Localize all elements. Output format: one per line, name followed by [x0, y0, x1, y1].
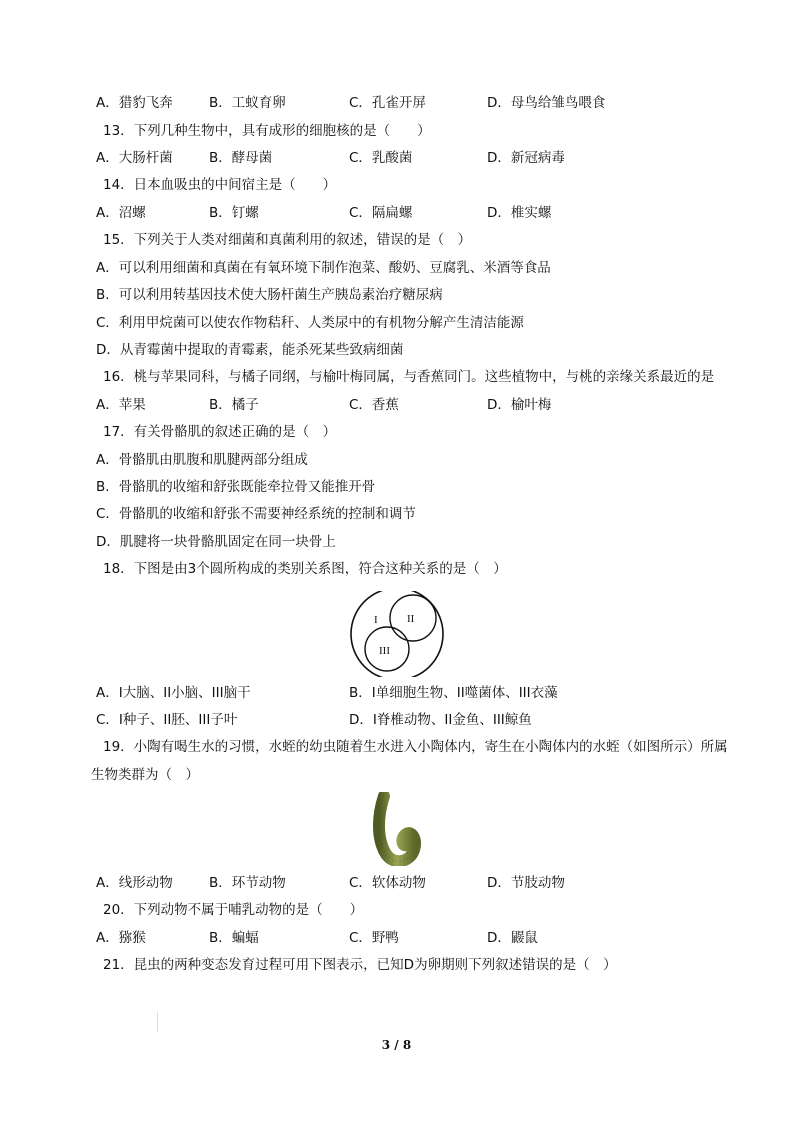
- q16-stem: 16．桃与苹果同科，与橘子同纲，与榆叶梅同属，与香蕉同门。这些植物中，与桃的亲缘关系最近的是: [103, 369, 715, 385]
- q13-option-b: B．酵母菌: [209, 150, 273, 166]
- q17-option-c: C．骨骼肌的收缩和舒张不需要神经系统的控制和调节: [96, 506, 416, 522]
- q16-option-c: C．香蕉: [349, 397, 399, 413]
- q15-option-a: A．可以利用细菌和真菌在有氧环境下制作泡菜、酸奶、豆腐乳、米酒等食品: [96, 260, 551, 276]
- q18-option-c: C．I种子、II胚、III子叶: [96, 712, 238, 728]
- q19-option-b: B．环节动物: [209, 875, 286, 891]
- label-iii: III: [379, 645, 390, 657]
- q15-option-d: D．从青霉菌中提取的青霉素，能杀死某些致病细菌: [96, 342, 404, 358]
- q20-option-d: D．鼹鼠: [487, 930, 538, 946]
- q19-stem-line1: 19．小陶有喝生水的习惯，水蛭的幼虫随着生水进入小陶体内，寄生在小陶体内的水蛭（如图所示）所属: [103, 739, 728, 755]
- q20-option-b: B．蝙蝠: [209, 930, 259, 946]
- q19-option-d: D．节肢动物: [487, 875, 565, 891]
- q18-option-a: A．I大脑、II小脑、III脑干: [96, 685, 251, 701]
- q17-option-b: B．骨骼肌的收缩和舒张既能牵拉骨又能推开骨: [96, 479, 376, 495]
- q21-stem: 21．昆虫的两种变态发育过程可用下图表示，已知D为卵期则下列叙述错误的是（ ）: [103, 957, 617, 973]
- q19-option-c: C．软体动物: [349, 875, 426, 891]
- q18-option-b: B．I单细胞生物、II噬菌体、III衣藻: [349, 685, 558, 701]
- q14-option-d: D．椎实螺: [487, 205, 552, 221]
- q17-option-a: A．骨骼肌由肌腹和肌腱两部分组成: [96, 452, 308, 468]
- q16-option-b: B．橘子: [209, 397, 259, 413]
- q14-option-c: C．隔扁螺: [349, 205, 413, 221]
- q18-stem: 18．下图是由3个圆所构成的类别关系图，符合这种关系的是（ ）: [103, 561, 507, 577]
- q19-stem-line2: 生物类群为（ ）: [91, 767, 199, 783]
- label-ii: II: [407, 613, 415, 625]
- q16-option-d: D．榆叶梅: [487, 397, 552, 413]
- q15-option-c: C．利用甲烷菌可以使农作物秸秆、人类尿中的有机物分解产生清洁能源: [96, 315, 524, 331]
- q17-stem: 17．有关骨骼肌的叙述正确的是（ ）: [103, 424, 337, 440]
- q16-option-a: A．苹果: [96, 397, 146, 413]
- q20-option-c: C．野鸭: [349, 930, 399, 946]
- q13-option-c: C．乳酸菌: [349, 150, 413, 166]
- q13-option-d: D．新冠病毒: [487, 150, 565, 166]
- leech-figure: [370, 792, 428, 866]
- q15-stem: 15．下列关于人类对细菌和真菌利用的叙述，错误的是（ ）: [103, 232, 472, 248]
- q20-option-a: A．猕猴: [96, 930, 146, 946]
- q17-option-d: D．肌腱将一块骨骼肌固定在同一块骨上: [96, 534, 336, 550]
- q12-option-a: A．猎豹飞奔: [96, 95, 173, 111]
- q18-option-d: D．I脊椎动物、II金鱼、III鲸鱼: [349, 712, 532, 728]
- venn-diagram-figure: [347, 591, 447, 677]
- q14-option-a: A．沼螺: [96, 205, 146, 221]
- label-i: I: [374, 614, 378, 626]
- q13-option-a: A．大肠杆菌: [96, 150, 173, 166]
- q19-option-a: A．线形动物: [96, 875, 173, 891]
- page-number: 3 / 8: [381, 1038, 412, 1052]
- q15-option-b: B．可以利用转基因技术使大肠杆菌生产胰岛素治疗糖尿病: [96, 287, 443, 303]
- q20-stem: 20．下列动物不属于哺乳动物的是（ ）: [103, 902, 364, 918]
- q13-stem: 13．下列几种生物中，具有成形的细胞核的是（ ）: [103, 123, 431, 139]
- q12-option-b: B．工蚁育卵: [209, 95, 286, 111]
- q12-option-d: D．母鸟给雏鸟喂食: [487, 95, 606, 111]
- q12-option-c: C．孔雀开屏: [349, 95, 426, 111]
- q14-option-b: B．钉螺: [209, 205, 259, 221]
- q14-stem: 14．日本血吸虫的中间宿主是（ ）: [103, 177, 337, 193]
- faint-mark: [157, 1012, 158, 1032]
